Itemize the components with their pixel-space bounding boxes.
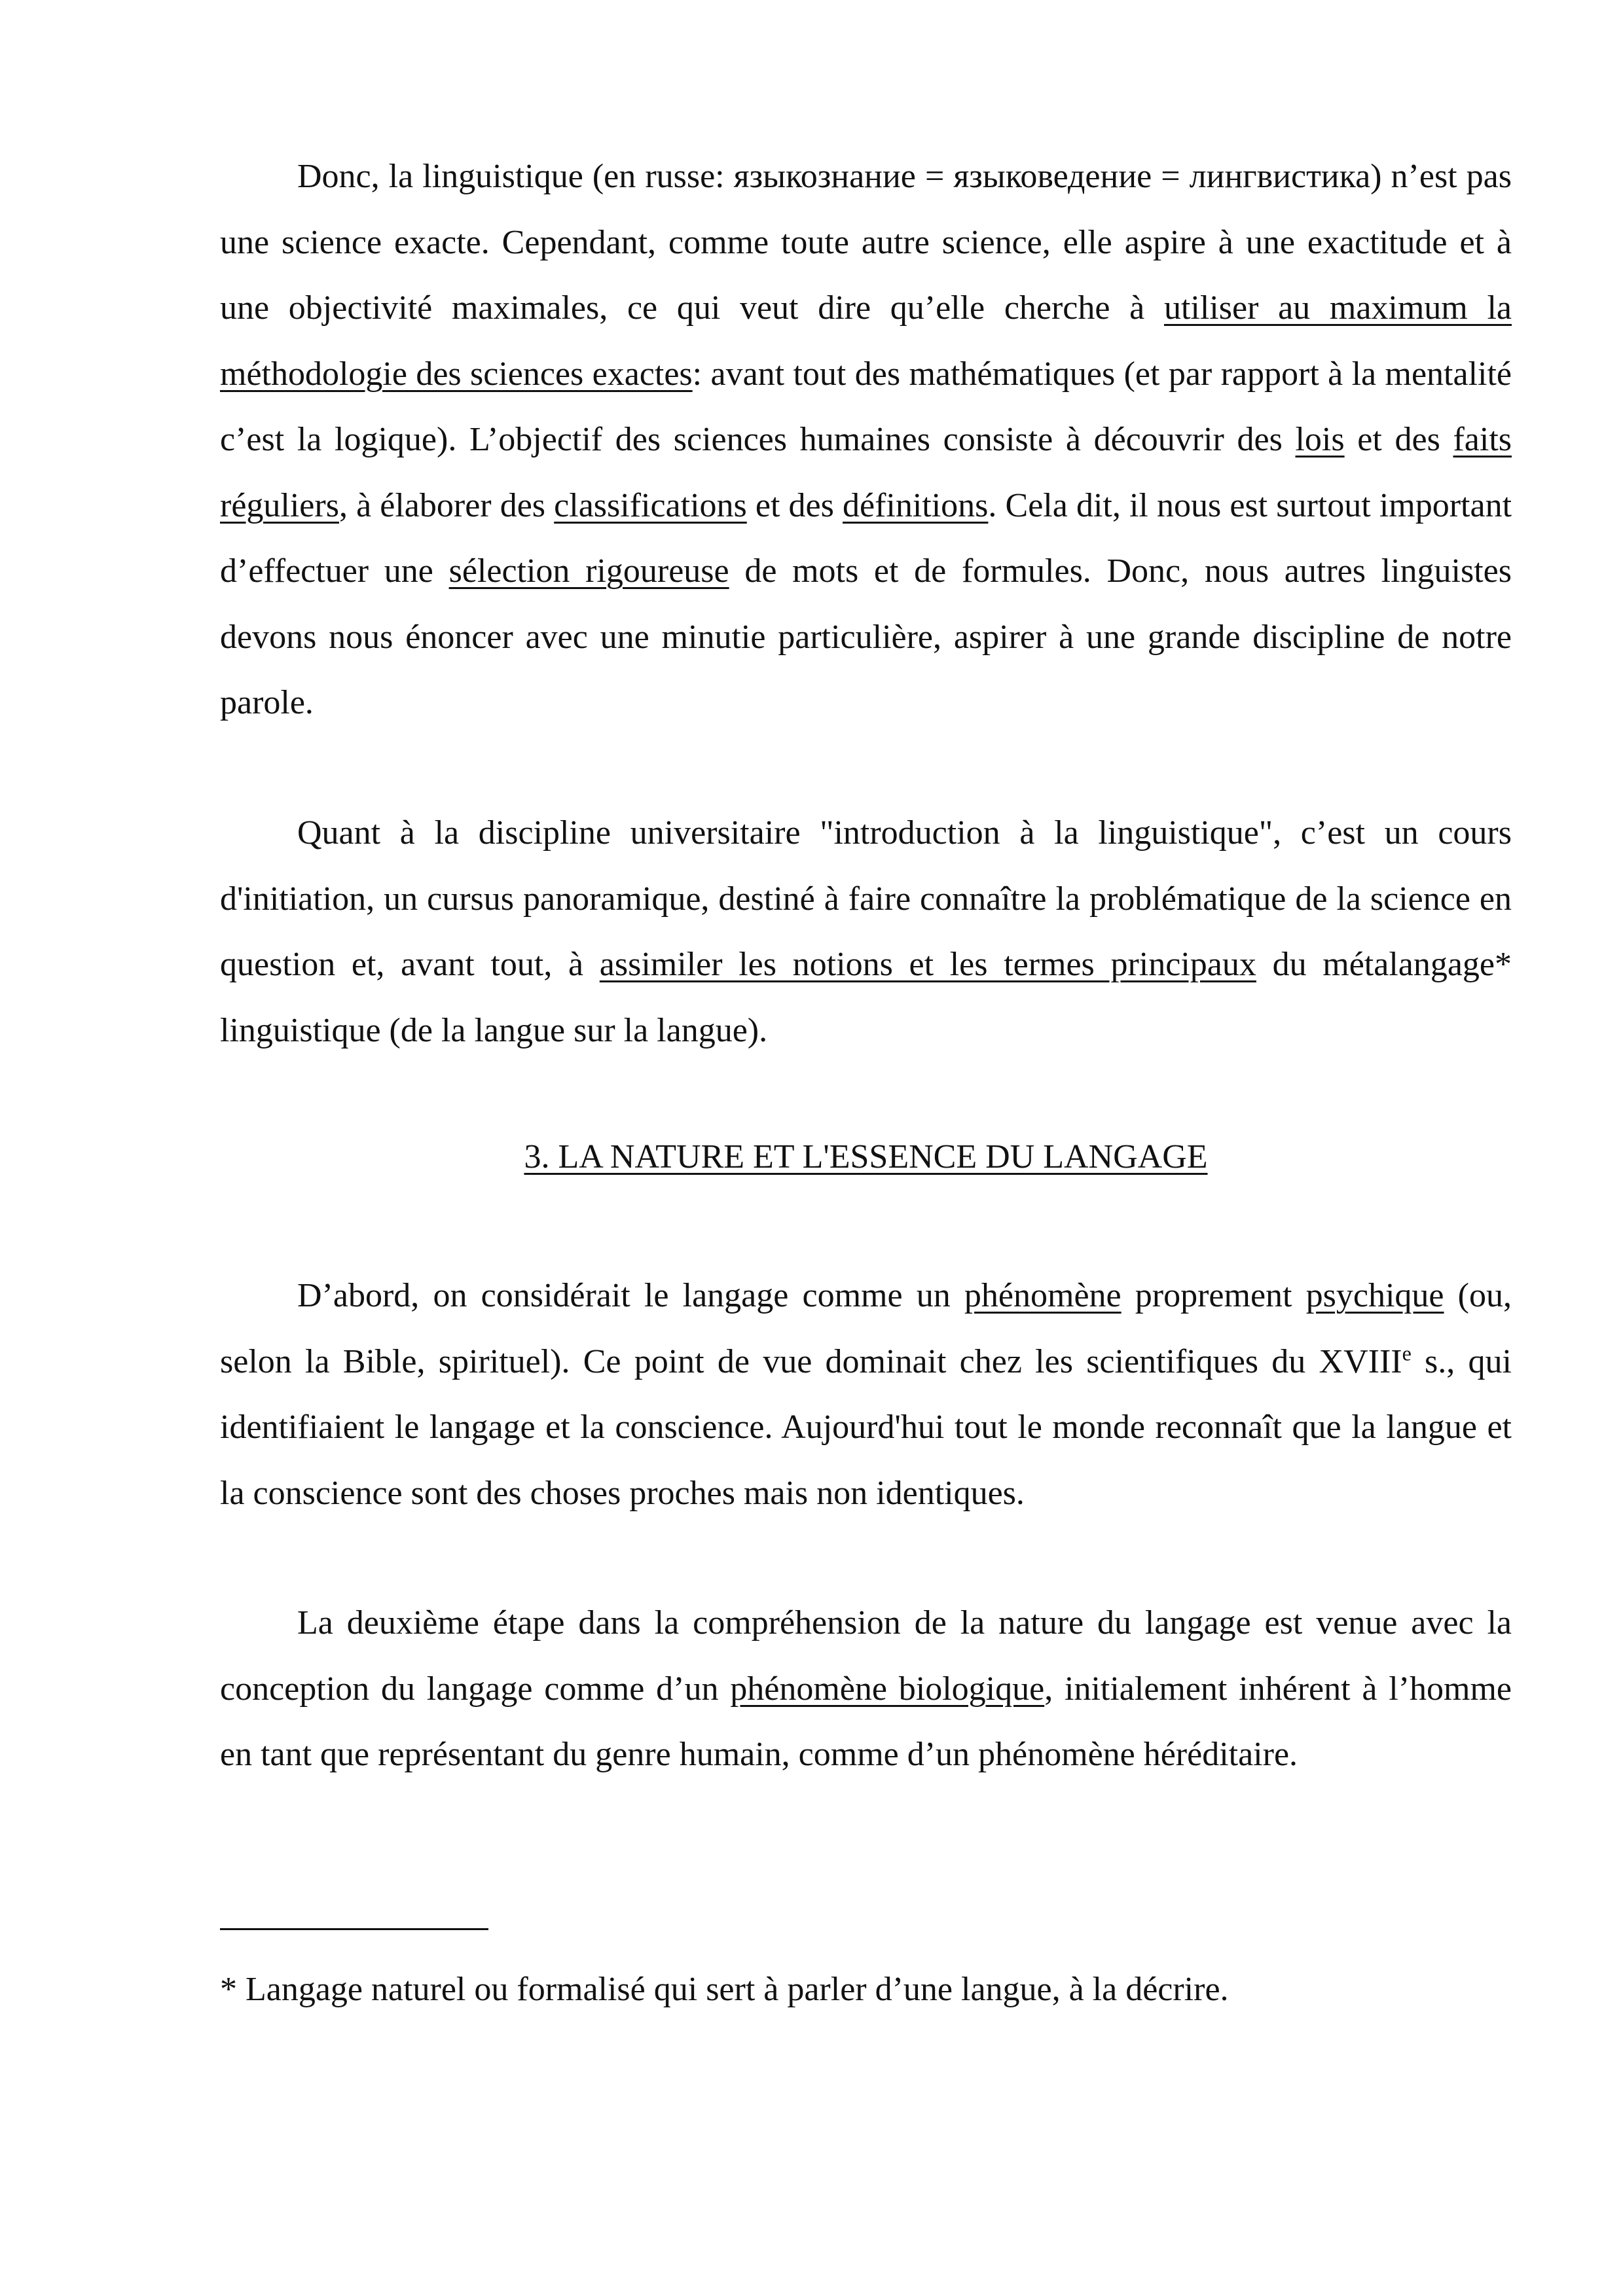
text-run: de mots et de formules. Donc, nous autres linguistes devons nous énoncer avec une minutie particulière, aspirer à une grande discipline de notre parole. [220, 552, 1512, 721]
text-run: Quant à la discipline universitaire "introduction à la linguistique", c’est un cours d'initiation, un cursus panoramique, destiné à faire connaître la problématique de la science en question et, avant tout, à [220, 814, 1512, 983]
text-run: du métalangage* linguistique (de la langue sur la langue). [220, 946, 1512, 1049]
body-text-block [220, 800, 1512, 1064]
footnote: * Langage naturel ou formalisé qui sert à parler d’une langue, à la décrire. [220, 1971, 1229, 2008]
paragraph-psychic-phenomenon [220, 1263, 1512, 1526]
underlined-term: phénomène biologique [730, 1670, 1045, 1708]
footnote-separator [220, 1928, 488, 1930]
text-run: , initialement inhérent à l’homme en tant que représentant du genre humain, comme d’un phénomène héréditaire. [220, 1670, 1512, 1773]
text-run: (ou, selon la Bible, spirituel). Ce point de vue dominait chez les scientifiques du XVIII [220, 1277, 1512, 1380]
underlined-term: définitions [843, 486, 989, 524]
text-run: proprement [1121, 1277, 1306, 1314]
underlined-term: phénomène [964, 1277, 1122, 1314]
paragraph-introduction-course [220, 800, 1512, 1064]
underlined-term: faits réguliers [220, 421, 1512, 524]
text-run: . Cela dit, il nous est surtout important d’effectuer une [220, 486, 1512, 590]
section-heading-text: 3. LA NATURE ET L'ESSENCE DU LANGAGE [524, 1138, 1208, 1175]
text-run: et des [1344, 421, 1453, 458]
text-run: D’abord, on considérait le langage comme un [297, 1277, 964, 1314]
text-run: Donc, la linguistique (en russe: языкознание = языковедение = лингвистика) n’est pas une science exacte. Cependant, comme toute autre science, elle aspire à une exactitude et à une objectivité maximales, ce qui veut dire qu’elle cherche à [220, 158, 1512, 327]
body-text-block [220, 1590, 1512, 1788]
body-text-block [220, 144, 1512, 736]
text-run: : avant tout des mathématiques (et par rapport à la mentalité c’est la logique). L’objectif des sciences humaines consiste à découvrir des [220, 355, 1512, 458]
paragraph-biological-phenomenon [220, 1590, 1512, 1788]
underlined-term: utiliser au maximum la méthodologie des sciences exactes [220, 289, 1512, 393]
underlined-term: classifications [554, 486, 747, 524]
underlined-term: sélection rigoureuse [448, 552, 729, 590]
text-run: La deuxième étape dans la compréhension de la nature du langage est venue avec la conception du langage comme d’un [220, 1604, 1512, 1708]
text-run: s., qui identifiaient le langage et la conscience. Aujourd'hui tout le monde reconnaît que la langue et la conscience sont des choses proches mais non identiques. [220, 1342, 1512, 1512]
superscript: e [1402, 1341, 1412, 1365]
underlined-term: assimiler les notions et les termes principaux [599, 946, 1256, 983]
text-run: , à élaborer des [338, 486, 555, 524]
section-heading [220, 1131, 1512, 1183]
text-run: et des [746, 486, 843, 524]
underlined-term: psychique [1305, 1277, 1444, 1314]
paragraph-linguistics-exactness [220, 144, 1512, 736]
body-text-block [220, 1263, 1512, 1526]
underlined-term: lois [1295, 421, 1345, 458]
